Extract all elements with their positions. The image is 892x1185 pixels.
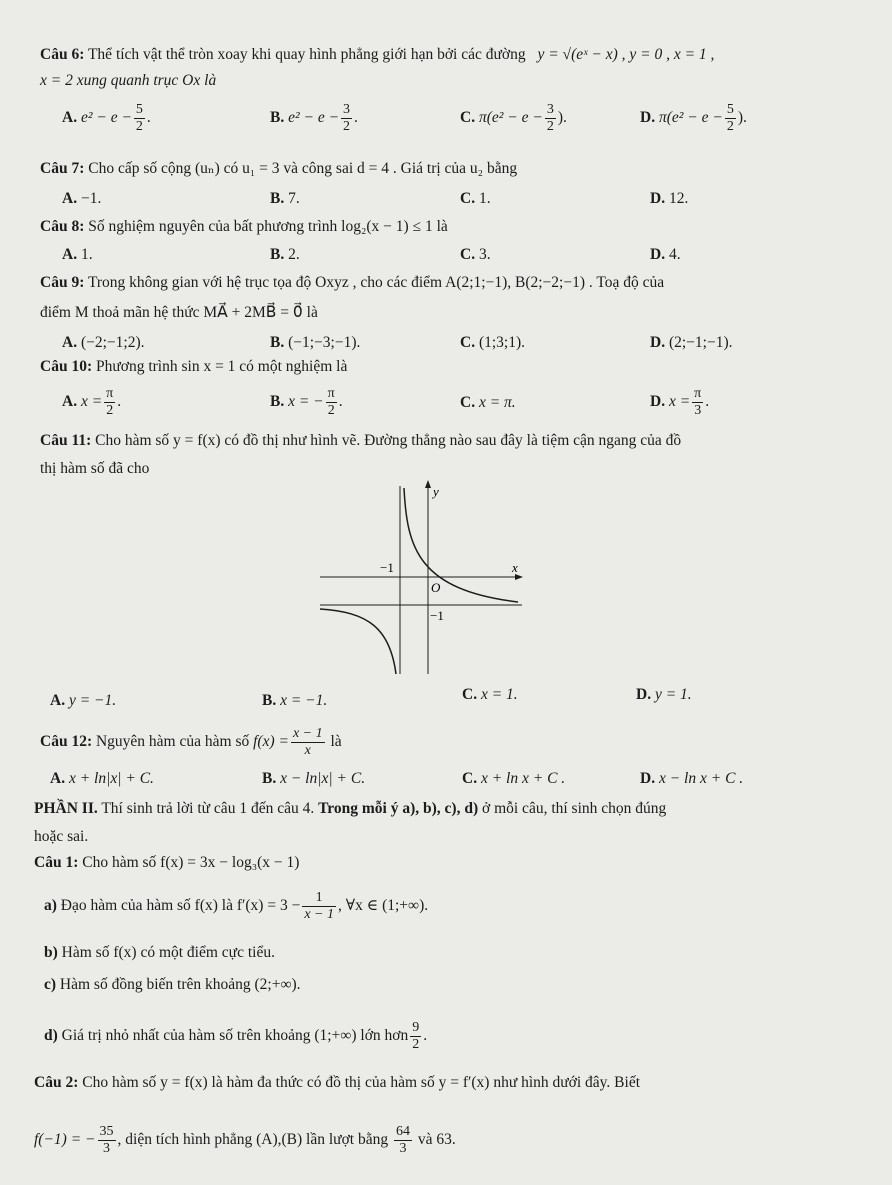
q6-option-c-frac (545, 102, 556, 135)
q8-line1 (40, 216, 448, 238)
q6-option-c[interactable] (460, 102, 567, 135)
q12-option-c-label: C. (462, 770, 478, 787)
q6-line1 (40, 44, 714, 66)
q6-option-c-post: ). (557, 109, 567, 127)
q10-option-c-label: C. (460, 394, 476, 411)
q6-text: Thể tích vật thể tròn xoay khi quay hình phẳng giới hạn bởi các đường (87, 46, 526, 63)
q7-option-b-label: B. (270, 190, 285, 207)
q6-option-d[interactable] (640, 102, 747, 135)
p2q2-mid: , diện tích hình phẳng (A),(B) lần lượt bằng (117, 1131, 389, 1149)
q12-option-b-label: B. (262, 770, 277, 787)
p2q2-post: và 63. (417, 1131, 456, 1149)
q11-option-c[interactable] (462, 684, 518, 706)
q8-text: Số nghiệm nguyên của bất phương trình log₂(x − 1) ≤ 1 là (88, 218, 448, 235)
q12-option-c-value: x + ln x + C . (480, 770, 566, 787)
q8-option-c-value: 3. (478, 246, 491, 263)
q8-option-d-value: 4. (668, 246, 681, 263)
q7-option-d[interactable] (650, 188, 688, 210)
q10-option-d-label: D. (650, 393, 666, 411)
p2q1-line1 (34, 852, 299, 874)
q12-num: x − 1 (292, 726, 323, 741)
q6-option-b-num: 3 (343, 102, 351, 117)
q9-option-a[interactable] (62, 332, 145, 354)
q12-option-b-value: x − ln|x| + C. (280, 770, 366, 787)
p2q1-d-frac (410, 1020, 421, 1053)
q6-option-c-pre: π(e² − e − (478, 109, 543, 127)
q12-option-b[interactable] (262, 768, 365, 790)
q8-option-c[interactable] (460, 244, 491, 266)
q11-option-d[interactable] (636, 684, 692, 706)
q10-option-d-post: . (705, 393, 710, 411)
tick-label-y-minus-1: −1 (430, 608, 444, 623)
q8-option-c-label: C. (460, 246, 476, 263)
part2-text: Thí sinh trả lời từ câu 1 đến câu 4. (97, 800, 319, 817)
q6-option-b-frac (341, 102, 352, 135)
q6-option-c-den: 2 (546, 119, 554, 134)
p2q2-frac2 (394, 1124, 412, 1157)
q11-option-b-value: x = −1. (280, 692, 328, 709)
q6-option-b-den: 2 (343, 119, 351, 134)
q6-option-a-label: A. (62, 109, 78, 127)
q11-option-c-label: C. (462, 686, 478, 703)
q6-option-d-post: ). (737, 109, 747, 127)
p2q1-d-label: d) (44, 1027, 58, 1045)
q12-fx: f(x) = (253, 733, 289, 751)
p2q2-frac1-den: 3 (103, 1141, 111, 1156)
q6-option-a-den: 2 (135, 119, 143, 134)
q7-text: Cho cấp số cộng (uₙ) có u₁ = 3 và công sai d = 4 . Giá trị của u₂ bằng (88, 160, 518, 177)
q8-option-a-label: A. (62, 246, 78, 263)
p2q1-label: Câu 1: (34, 854, 79, 871)
q7-option-c-value: 1. (478, 190, 491, 207)
q6-curves: y = √(eˣ − x) , y = 0 , x = 1 , (537, 46, 715, 63)
q10-option-a-post: . (117, 393, 122, 411)
q9-line1 (40, 272, 664, 294)
q7-option-b[interactable] (270, 188, 300, 210)
q10-option-b-den: 2 (327, 403, 335, 418)
q6-option-c-label: C. (460, 109, 476, 127)
p2q1-text: Cho hàm số f(x) = 3x − log₃(x − 1) (82, 854, 300, 871)
q10-option-c-value: x = π. (478, 394, 516, 411)
q6-option-a-pre: e² − e − (80, 109, 132, 127)
q11-option-d-label: D. (636, 686, 652, 703)
q6-option-d-label: D. (640, 109, 656, 127)
q10-option-b-post: . (338, 393, 343, 411)
q9-line2: điểm M thoả mãn hệ thức MA⃗ + 2MB⃗ = 0⃗ là (40, 304, 318, 321)
q11-option-b-label: B. (262, 692, 277, 709)
p2q1-a-label: a) (44, 897, 57, 915)
p2q1-b-text: Hàm số f(x) có một điểm cực tiểu. (61, 944, 275, 961)
q8-option-a[interactable] (62, 244, 93, 266)
q6-option-c-num: 3 (546, 102, 554, 117)
q10-option-a-pre: x = (80, 393, 103, 411)
q9-option-a-value: (−2;−1;2). (80, 334, 145, 351)
p2q1-c-label: c) (44, 976, 57, 993)
q10-option-c[interactable] (460, 392, 516, 414)
q10-option-b-label: B. (270, 393, 285, 411)
p2q1-statement-a[interactable] (44, 890, 428, 923)
q12-option-a[interactable] (50, 768, 154, 790)
q12-text: Nguyên hàm của hàm số (95, 733, 250, 751)
q6-label: Câu 6: (40, 46, 85, 63)
p2q1-a-frac (302, 890, 336, 923)
q10-text: Phương trình sin x = 1 có một nghiệm là (95, 358, 348, 375)
q7-option-a-value: −1. (80, 190, 102, 207)
q8-option-d-label: D. (650, 246, 666, 263)
q7-option-a-label: A. (62, 190, 78, 207)
q7-label: Câu 7: (40, 160, 85, 177)
q11-text: Cho hàm số y = f(x) có đồ thị như hình vẽ. Đường thẳng nào sau đây là tiệm cận ngang của đồ (95, 432, 682, 449)
q11-option-c-value: x = 1. (480, 686, 518, 703)
q6-option-d-pre: π(e² − e − (658, 109, 723, 127)
q8-option-b[interactable] (270, 244, 300, 266)
part2-heading: PHẦN II. (34, 800, 98, 817)
q12-option-d[interactable] (640, 768, 743, 790)
q8-label: Câu 8: (40, 218, 85, 235)
p2q2-text: Cho hàm số y = f(x) là hàm đa thức có đồ thị của hàm số y = f′(x) như hình dưới đây. Biết (82, 1074, 641, 1091)
q11-option-a[interactable] (50, 690, 116, 712)
p2q1-a-pre: Đạo hàm của hàm số f(x) là f′(x) = 3 − (60, 897, 301, 915)
p2q1-b-label: b) (44, 944, 58, 961)
q10-option-d-den: 3 (694, 403, 702, 418)
q12-tail: là (330, 733, 342, 751)
q10-option-d-num: π (694, 386, 702, 401)
p2q1-a-post: , ∀x ∈ (1;+∞). (338, 897, 429, 915)
q7-line1 (40, 158, 517, 180)
tick-label-x-minus-1: −1 (380, 560, 394, 575)
q6-option-b-label: B. (270, 109, 285, 127)
q6-option-a-frac (134, 102, 145, 135)
p2q1-statement-d[interactable] (44, 1020, 427, 1053)
q9-option-d-label: D. (650, 334, 666, 351)
p2q1-d-post: . (423, 1027, 428, 1045)
p2q1-d-pre: Giá trị nhỏ nhất của hàm số trên khoảng (1;+∞) lớn hơn (61, 1027, 409, 1045)
p2q1-a-num: 1 (302, 890, 336, 907)
q9-option-c-value: (1;3;1). (478, 334, 526, 351)
y-axis-arrow (425, 480, 431, 488)
y-axis-label: y (433, 484, 439, 499)
q12-line1 (40, 726, 342, 759)
q10-option-a-num: π (106, 386, 114, 401)
q11-option-a-value: y = −1. (68, 692, 117, 709)
q6-option-a[interactable] (62, 102, 151, 135)
q7-option-d-value: 12. (668, 190, 689, 207)
q8-option-b-value: 2. (288, 246, 300, 263)
q9-option-b-value: (−1;−3;−1). (288, 334, 361, 351)
q11-option-d-value: y = 1. (654, 686, 692, 703)
q11-label: Câu 11: (40, 432, 92, 449)
q12-option-c[interactable] (462, 768, 565, 790)
q10-option-d-pre: x = (668, 393, 691, 411)
q9-option-b[interactable] (270, 332, 360, 354)
p2q2-frac1-num: 35 (99, 1124, 114, 1139)
p2q2-line1 (34, 1072, 640, 1094)
q9-option-d-value: (2;−1;−1). (668, 334, 733, 351)
q7-option-c[interactable] (460, 188, 491, 210)
p2q2-frac1 (98, 1124, 116, 1157)
q8-option-b-label: B. (270, 246, 285, 263)
q12-label: Câu 12: (40, 733, 93, 751)
q10-option-a-frac (104, 386, 115, 419)
part2-text3: ở mỗi câu, thí sinh chọn đúng (478, 800, 667, 817)
p2q1-d-num: 9 (412, 1020, 420, 1035)
q10-option-a[interactable] (62, 386, 121, 419)
q10-option-b-num: π (327, 386, 335, 401)
q10-option-b-pre: x = − (288, 393, 324, 411)
q6-option-b-pre: e² − e − (288, 109, 340, 127)
q7-option-a[interactable] (62, 188, 101, 210)
q9-text: Trong không gian với hệ trục tọa độ Oxyz , cho các điểm A(2;1;−1), B(2;−2;−1) . Toạ độ của (87, 274, 665, 291)
q12-den: x (304, 743, 311, 758)
q12-option-a-label: A. (50, 770, 66, 787)
p2q1-statement-b[interactable] (44, 942, 275, 964)
q12-option-d-value: x − ln x + C . (658, 770, 744, 787)
x-axis-label: x (512, 560, 518, 575)
q7-option-b-value: 7. (288, 190, 300, 207)
part2-bold: Trong mỗi ý a), b), c), d) (318, 800, 479, 817)
q7-option-c-label: C. (460, 190, 476, 207)
part2-heading-line (34, 798, 666, 820)
q12-option-a-value: x + ln|x| + C. (68, 770, 154, 787)
q10-option-d-frac (692, 386, 703, 419)
q9-option-a-label: A. (62, 334, 78, 351)
p2q2-fm1: f(−1) = − (34, 1131, 96, 1149)
q6-option-d-den: 2 (726, 119, 734, 134)
q11-line1 (40, 430, 681, 452)
q6-option-b-post: . (354, 109, 358, 127)
q9-label: Câu 9: (40, 274, 85, 291)
p2q1-a-den: x − 1 (304, 907, 334, 922)
p2q2-line2 (34, 1124, 456, 1157)
q6-option-a-num: 5 (135, 102, 143, 117)
p2q1-c-text: Hàm số đồng biến trên khoảng (2;+∞). (59, 976, 301, 993)
q9-option-c[interactable] (460, 332, 525, 354)
part2-text4: hoặc sai. (34, 828, 89, 845)
p2q2-frac2-num: 64 (395, 1124, 410, 1139)
q11-graph (318, 478, 524, 678)
q10-option-d[interactable] (650, 386, 709, 419)
q6-option-a-post: . (146, 109, 151, 127)
p2q2-label: Câu 2: (34, 1074, 79, 1091)
p2q2-frac2-den: 3 (399, 1141, 407, 1156)
q12-frac (291, 726, 325, 759)
q10-line1 (40, 356, 347, 378)
p2q1-d-den: 2 (412, 1037, 420, 1052)
q10-option-a-den: 2 (106, 403, 114, 418)
curve-left-branch (320, 609, 396, 674)
q9-option-d[interactable] (650, 332, 733, 354)
q8-option-d[interactable] (650, 244, 681, 266)
q10-option-b-frac (326, 386, 337, 419)
curve-right-branch (404, 488, 518, 602)
q10-label: Câu 10: (40, 358, 93, 375)
q6-line2: x = 2 xung quanh trục Ox là (40, 72, 217, 89)
q11-line2: thị hàm số đã cho (40, 460, 150, 477)
q6-option-d-frac (725, 102, 736, 135)
q11-option-a-label: A. (50, 692, 66, 709)
origin-label: O (431, 580, 441, 595)
q7-option-d-label: D. (650, 190, 666, 207)
q10-option-b[interactable] (270, 386, 343, 419)
p2q1-statement-c[interactable] (44, 974, 301, 996)
q9-option-c-label: C. (460, 334, 476, 351)
q11-option-b[interactable] (262, 690, 327, 712)
q10-option-a-label: A. (62, 393, 78, 411)
q12-option-d-label: D. (640, 770, 656, 787)
q9-option-b-label: B. (270, 334, 285, 351)
q6-option-b[interactable] (270, 102, 358, 135)
q6-option-d-num: 5 (726, 102, 734, 117)
q8-option-a-value: 1. (80, 246, 93, 263)
